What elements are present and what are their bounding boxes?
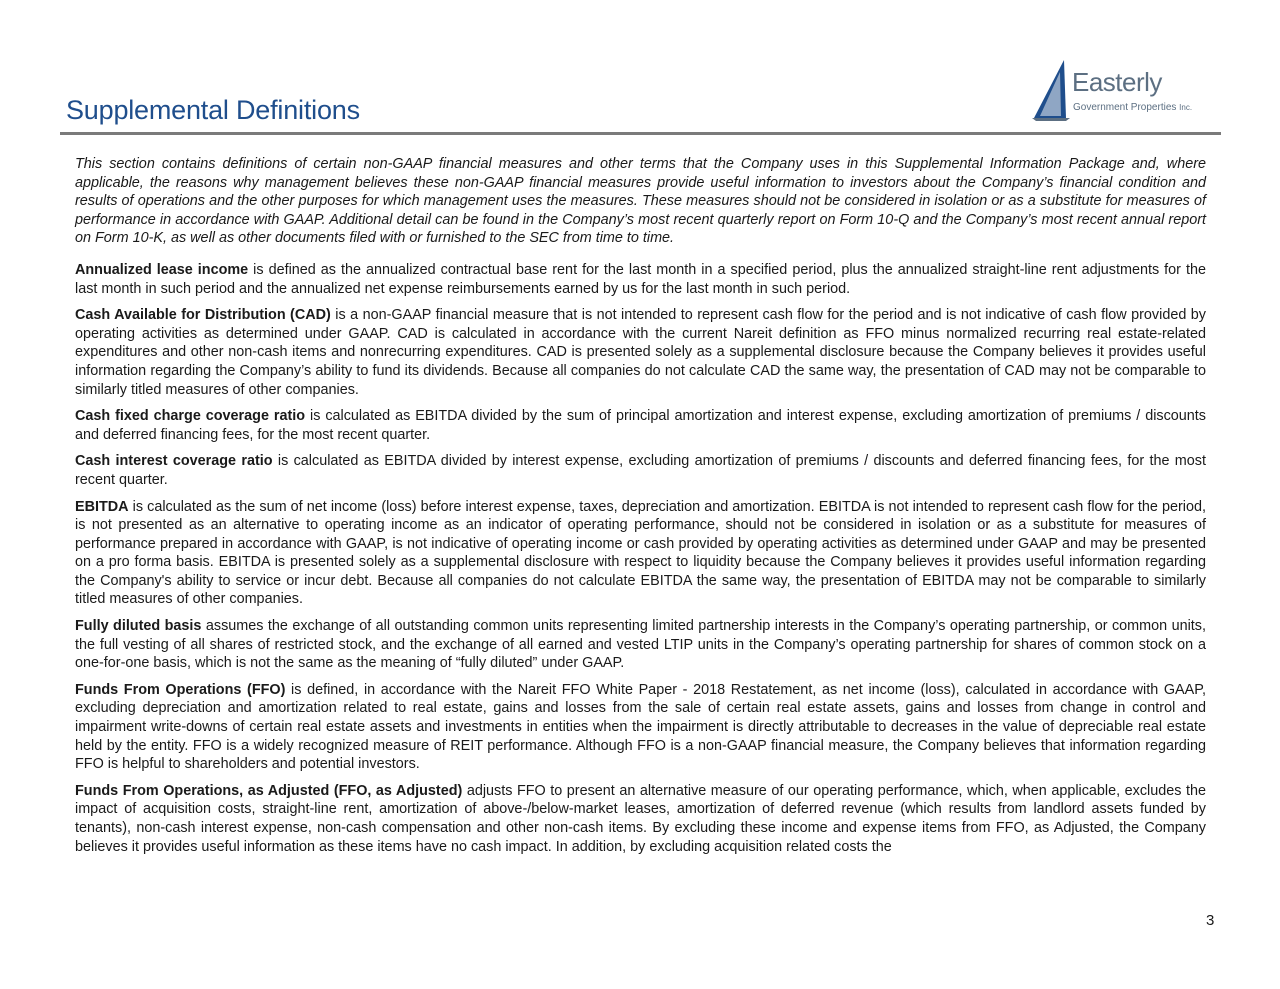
title-divider xyxy=(60,132,1221,135)
intro-paragraph: This section contains definitions of certain non-GAAP financial measures and other terms that the Company uses in this Supplemental Information Package and, where applicable, the reasons why management believes these non-GAAP financial measures provide useful information to investors about the Company’s financial condition and results of operations and the other purposes for which management uses the measures. These measures should not be considered in isolation or as a substitute for measures of performance in accordance with GAAP. Additional detail can be found in the Company’s most recent quarterly report on Form 10-Q and the Company’s most recent annual report on Form 10-K, as well as other documents filed with or furnished to the SEC from time to time. xyxy=(75,156,1206,247)
definition-text: is calculated as the sum of net income (loss) before interest expense, taxes, depreciation and amortization. EBITDA is not intended to represent cash flow for the period, is not presented as an alternative to operating income as an indicator of operating performance, should not be considered in isolation or as a substitute for measures of performance prepared in accordance with GAAP, is not indicative of operating income or cash provided by operating activities as determined under GAAP and may be presented on a pro forma basis. EBITDA is presented solely as a supplemental disclosure with respect to liquidity because the Company believes it provides useful information regarding the Company's ability to service or incur debt. Because all companies do not calculate EBITDA the same way, the presentation of EBITDA may not be comparable to similarly titled measures of other companies. xyxy=(75,498,1206,608)
definition-text: is defined as the annualized contractual base rent for the last month in a specified period, plus the annualized straight-line rent adjustments for the last month in such period and the annualized net expense reimbursements earned by us for the last month in such period. xyxy=(75,261,1206,297)
definition-cash-interest-coverage xyxy=(75,452,1206,489)
definition-cad xyxy=(75,306,1206,399)
definition-term: Cash fixed charge coverage ratio xyxy=(75,408,306,425)
definition-term: Cash Available for Distribution (CAD) xyxy=(75,307,331,324)
definition-text: is defined, in accordance with the Nareit FFO White Paper - 2018 Restatement, as net income (loss), calculated in accordance with GAAP, excluding depreciation and amortization related to real estate, gains and losses from the sale of certain real estate assets, gains and losses from change in control and impairment write-downs of certain real estate assets and investments in entities when the impairment is directly attributable to decreases in the value of depreciable real estate held by the entity. FFO is a widely recognized measure of REIT performance. Although FFO is a non-GAAP financial measure, the Company believes that information regarding FFO is helpful to shareholders and potential investors. xyxy=(75,681,1206,773)
logo-tagline xyxy=(1073,102,1192,113)
company-logo xyxy=(1030,58,1220,124)
definition-ffo-as-adjusted xyxy=(75,782,1206,856)
definition-ffo xyxy=(75,681,1206,774)
sail-icon xyxy=(1030,58,1074,124)
logo-wordmark: Easterly xyxy=(1072,67,1162,97)
definition-fully-diluted-basis xyxy=(75,617,1206,673)
definition-term: Cash interest coverage ratio xyxy=(75,453,273,470)
definition-term: Funds From Operations, as Adjusted (FFO, as Adjusted) xyxy=(75,782,463,799)
page-title: Supplemental Definitions xyxy=(66,95,360,125)
logo-tagline-text: Government Properties xyxy=(1073,102,1177,113)
definition-term: Annualized lease income xyxy=(75,261,249,278)
definition-term: EBITDA xyxy=(75,498,129,515)
definition-ebitda xyxy=(75,498,1206,610)
definition-text: assumes the exchange of all outstanding common units representing limited partnership interests in the Company’s operating partnership, or common units, the full vesting of all shares of restricted stock, and the exchange of all earned and vested LTIP units in the Company’s operating partnership for shares of common stock on a one-for-one basis, which is not the same as the meaning of “fully diluted” under GAAP. xyxy=(75,618,1206,672)
definition-text: is a non-GAAP financial measure that is not intended to represent cash flow for the period and is not indicative of cash flow provided by operating activities as determined under GAAP. CAD is calculated in accordance with the current Nareit definition as FFO minus normalized recurring real estate-related expenditures and other non-cash items and nonrecurring expenditures. CAD is presented solely as a supplemental disclosure because the Company believes it provides useful information regarding the Company’s ability to fund its dividends. Because all companies do not calculate CAD the same way, the presentation of CAD may not be comparable to similarly titled measures of other companies. xyxy=(75,307,1206,398)
definition-cash-fixed-charge-coverage xyxy=(75,407,1206,444)
page-number: 3 xyxy=(1206,912,1215,929)
logo-suffix: Inc. xyxy=(1179,103,1193,112)
definition-term: Funds From Operations (FFO) xyxy=(75,681,286,698)
definitions-body xyxy=(75,155,1206,864)
definition-text: adjusts FFO to present an alternative measure of our operating performance, which, when applicable, excludes the impact of acquisition costs, straight-line rent, amortization of above-/below-market leases, amortization of deferred revenue (which results from landlord assets funded by tenants), non-cash interest expense, non-cash compensation and other non-cash items. By excluding these income and expense items from FFO, as Adjusted, the Company believes it provides useful information as these items have no cash impact. In addition, by excluding acquisition related costs the xyxy=(75,782,1207,855)
definition-text: is calculated as EBITDA divided by interest expense, excluding amortization of premiums / discounts and deferred financing fees, for the most recent quarter. xyxy=(75,453,1206,488)
definition-term: Fully diluted basis xyxy=(75,618,202,635)
definition-text: is calculated as EBITDA divided by the sum of principal amortization and interest expense, excluding amortization of premiums / discounts and deferred financing fees, for the most recent quarter. xyxy=(75,408,1206,443)
definition-annualized-lease-income xyxy=(75,261,1206,298)
